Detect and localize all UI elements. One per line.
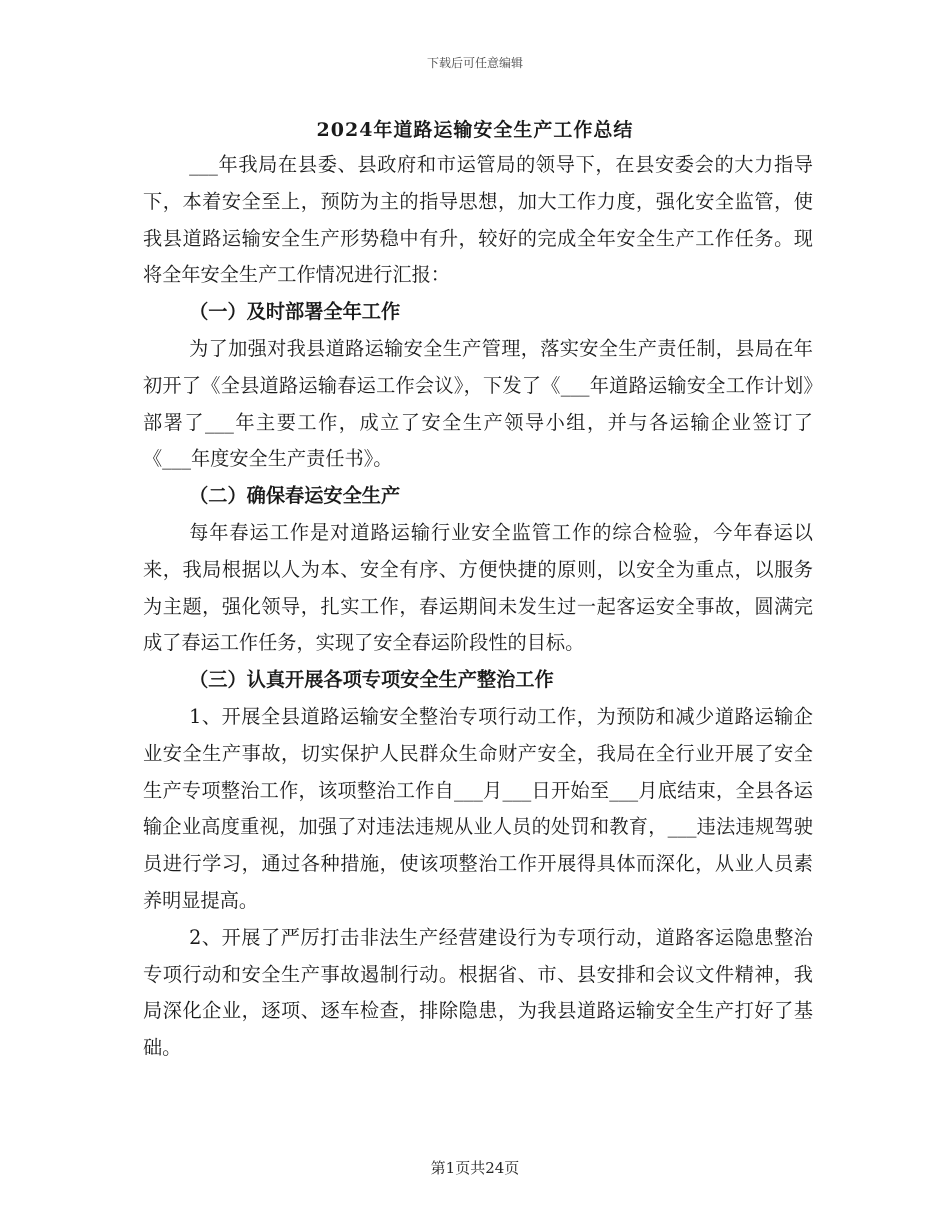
section-2-paragraph: 每年春运工作是对道路运输行业安全监管工作的综合检验，今年春运以来，我局根据以人为本、安全有序、方便快捷的原则，以安全为重点，以服务为主题，强化领导，扎实工作，春运期间未发生过一起客运安全事故，圆满完成了春运工作任务，实现了安全春运阶段性的目标。 [143,520,813,655]
document-title: 2024年道路运输安全生产工作总结 [316,119,634,141]
section-3-paragraph-2: 2、开展了严厉打击非法生产经营建设行为专项行动，道路客运隐患整治专项行动和安全生产事故遏制行动。根据省、市、县安排和会议文件精神，我局深化企业，逐项、逐车检查，排除隐患，为我县道路运输安全生产打好了基础。 [143,925,813,1060]
section-heading-2: （二）确保春运安全生产 [189,484,401,508]
intro-paragraph: ___年我局在县委、县政府和市运管局的领导下，在县安委会的大力指导下，本着安全至上，预防为主的指导思想，加大工作力度，强化安全监管，使我县道路运输安全生产形势稳中有升，较好的完成全年安全生产工作任务。现将全年安全生产工作情况进行汇报： [143,153,813,287]
section-heading-3: （三）认真开展各项专项安全生产整治工作 [189,668,554,692]
section-heading-1: （一）及时部署全年工作 [189,300,401,324]
section-1-paragraph: 为了加强对我县道路运输安全生产管理，落实安全生产责任制，县局在年初开了《全县道路运输春运工作会议》，下发了《___年道路运输安全工作计划》部署了___年主要工作，成立了安全生产领导小组，并与各运输企业签订了《___年度安全生产责任书》。 [143,336,813,471]
section-3-paragraph-1: 1、开展全县道路运输安全整治专项行动工作，为预防和减少道路运输企业安全生产事故，切实保护人民群众生命财产安全，我局在全行业开展了安全生产专项整治工作，该项整治工作自___月___日开始至___月底结束，全县各运输企业高度重视，加强了对违法违规从业人员的处罚和教育，___违法违规驾驶员进行学习，通过各种措施，使该项整治工作开展得具体而深化，从业人员素养明显提高。 [143,704,813,912]
page-header: 下载后可任意编辑 [426,56,523,70]
page-number: 第1页共24页 [430,1159,520,1177]
document-body [143,147,813,1067]
